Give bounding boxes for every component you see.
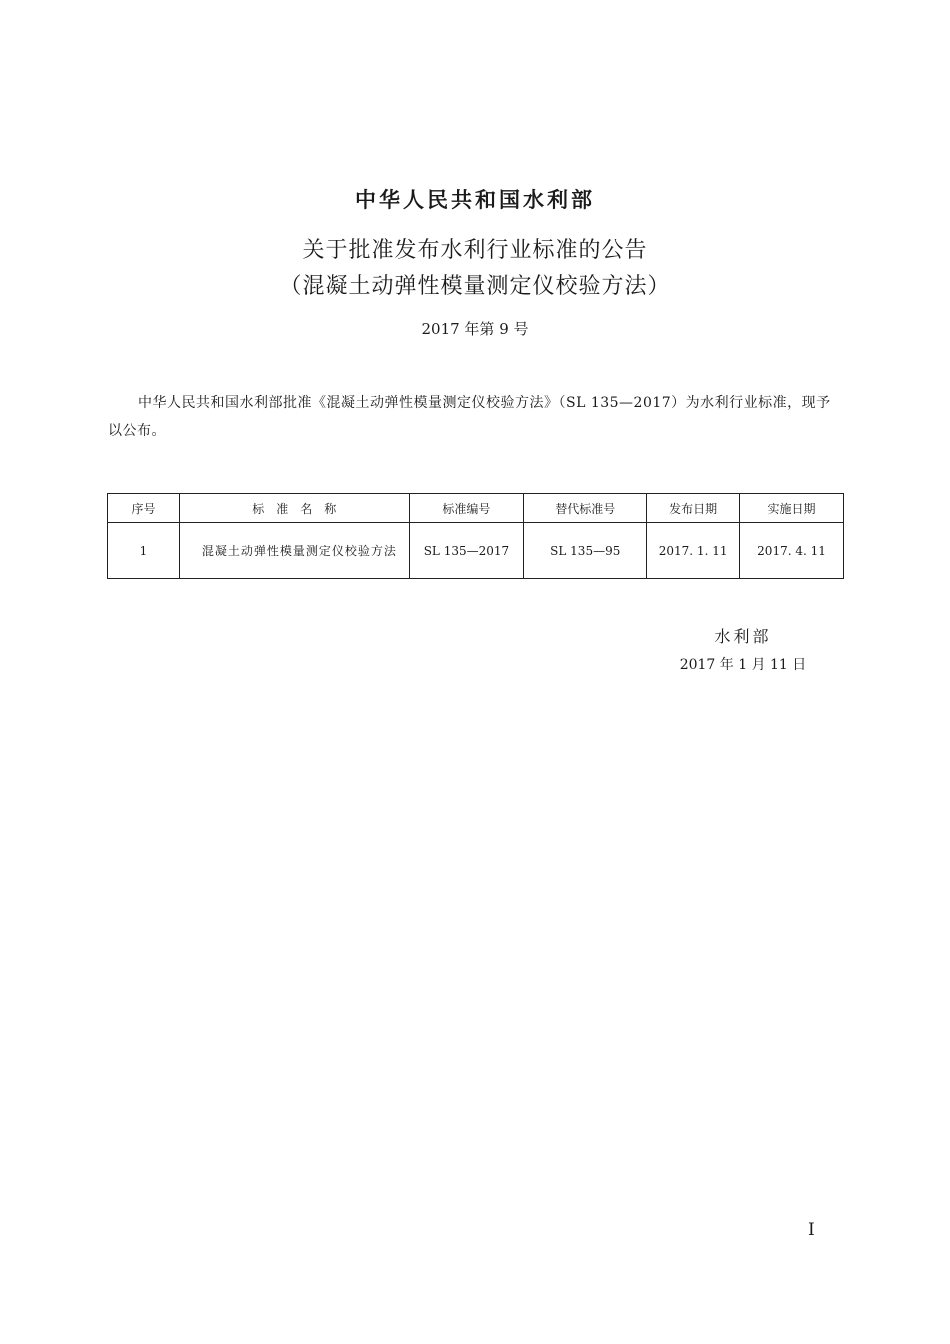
header-publish-date: 发布日期 [647,494,740,523]
issue-number: 2017 年第 9 号 [421,320,529,338]
announcement-title: 关于批准发布水利行业标准的公告 [302,238,648,263]
header-effective-date: 实施日期 [740,494,844,523]
signature-date: 2017 年 1 月 11 日 [679,657,807,673]
cell-serial-number: 1 [108,523,180,579]
cell-standard-name [179,523,409,579]
cell-effective-date: 2017. 4. 11 [740,523,844,579]
header-standard-name: 标 准 名 称 [179,494,409,523]
announcement-subtitle: （混凝土动弹性模量测定仪校验方法） [279,274,671,299]
cell-standard-code: SL 135—2017 [409,523,524,579]
standard-name-text: 混凝土动弹性模量测定仪校验方法 [201,543,397,558]
cell-replaced-standard: SL 135—95 [524,523,647,579]
table-header-row [108,494,844,523]
cell-publish-date: 2017. 1. 11 [647,523,740,579]
announcement-paragraph: 中华人民共和国水利部批准《混凝土动弹性模量测定仪校验方法》（SL 135—2017）为水利行业标准，现予以公布。 [108,395,831,439]
page-number: Ⅰ [808,1220,815,1240]
standards-table [107,493,844,579]
issuing-ministry: 中华人民共和国水利部 [355,187,595,212]
header-standard-code: 标准编号 [409,494,524,523]
table-row [108,523,844,579]
header-replaced-standard: 替代标准号 [524,494,647,523]
signature-organization: 水利部 [714,627,772,646]
header-serial-number: 序号 [108,494,180,523]
